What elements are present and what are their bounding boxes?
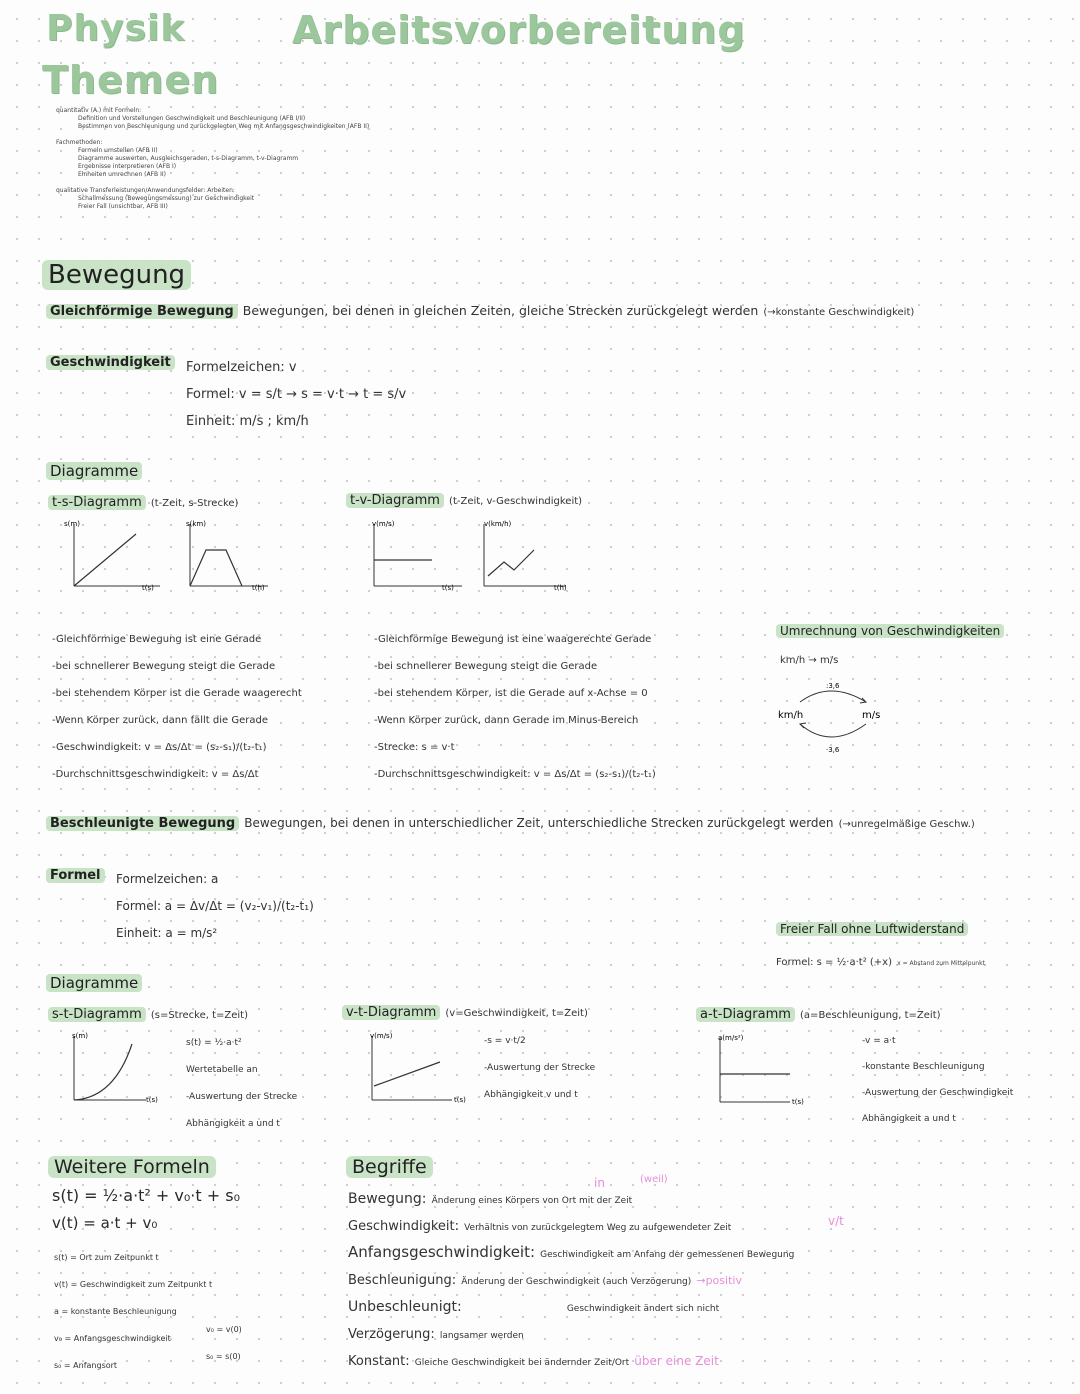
term-label: Geschwindigkeit: [348, 1219, 459, 1234]
conv-right-unit: m/s [862, 710, 881, 721]
heading-weitere-formeln: Weitere Formeln [48, 1156, 216, 1178]
conversion-cycle-diagram [770, 676, 910, 756]
topics-block [56, 107, 436, 211]
tv-diagram-title: t-v-Diagramm [346, 493, 444, 508]
speed-unit: Einheit: m/s ; km/h [186, 414, 309, 429]
vt-note: Abhängigkeit v und t [484, 1090, 578, 1100]
topics-group2-title: Fachmethoden: [56, 139, 103, 146]
vt-diagram-header [342, 1001, 588, 1020]
at-notes [862, 1028, 1013, 1132]
at-graph-ylabel: a(m/s²) [718, 1034, 744, 1042]
topics-group1-title: quantitativ (A.) mit Formeln: [56, 107, 142, 114]
ts-note: -Gleichförmige Bewegung ist eine Gerade [52, 634, 262, 645]
term-label: Anfangsgeschwindigkeit: [348, 1243, 536, 1261]
conv-left-unit: km/h [778, 710, 804, 721]
ts-graph-trapezoid-ylabel: s(km) [186, 520, 206, 528]
term-definition: Gleiche Geschwindigkeit bei ändernder Zeit/Ort [414, 1358, 630, 1368]
ts-note: -bei schnellerer Bewegung steigt die Gerade [52, 661, 276, 672]
accelerated-motion-line [46, 812, 975, 831]
conversion-line: km/h → m/s [780, 655, 839, 666]
tv-diagram-note: (t-Zeit, v-Geschwindigkeit) [449, 496, 583, 507]
speed-formulas [186, 354, 406, 435]
at-note: -v = a·t [862, 1036, 896, 1046]
topics-group3-item: Freier Fall (unsichtbar, AFB III) [78, 203, 168, 210]
term-row [348, 1323, 794, 1350]
heading-diagramme-1: Diagramme [46, 462, 142, 480]
vt-notes [484, 1028, 595, 1109]
ts-diagram-note: (t-Zeit, s-Strecke) [150, 498, 239, 509]
st-graph-parabola [60, 1028, 170, 1112]
conv-top-factor: :3,6 [826, 682, 840, 690]
accelerated-motion-label: Beschleunigte Bewegung [46, 816, 239, 831]
term-definition: Geschwindigkeit ändert sich nicht [566, 1304, 720, 1314]
acceleration-formulas [116, 866, 314, 947]
at-graph-xlabel: t(s) [792, 1098, 804, 1106]
tv-graph-constant-ylabel: v(m/s) [372, 520, 395, 528]
topics-group2-item: Ergebnisse interpretieren (AFB I) [78, 163, 177, 170]
title-arbeitsvorbereitung: Arbeitsvorbereitung [292, 8, 746, 52]
uniform-motion-label: Gleichförmige Bewegung [46, 304, 238, 319]
freefall-title: Freier Fall ohne Luftwiderstand [776, 922, 968, 936]
freefall-note: x = Abstand zum Mittelpunkt [897, 960, 985, 967]
ts-note: -Durchschnittsgeschwindigkeit: v = Δs/Δt [52, 769, 259, 780]
topics-group1-item: Bestimmen von Beschleunigung und zurückgelegten Weg mit Anfangsgeschwindigkeiten (AFB II) [78, 123, 370, 130]
vt-note: -s = v·t/2 [484, 1036, 526, 1046]
term-label: Konstant: [348, 1354, 410, 1369]
term-row [348, 1296, 794, 1323]
formula-label: Formel [46, 868, 105, 883]
pink-note-zeit: über eine Zeit [634, 1354, 719, 1368]
topics-group3-item: Schallmessung (Bewegungsmessung) zur Geschwindigkeit [78, 195, 255, 202]
vt-graph-linear [360, 1028, 470, 1112]
speed-label: Geschwindigkeit [46, 355, 175, 370]
tv-note: -bei schnellerer Bewegung steigt die Gerade [374, 661, 598, 672]
term-definition: Geschwindigkeit am Anfang der gemessenen Bewegung [540, 1250, 795, 1260]
vt-note: -Auswertung der Strecke [484, 1063, 596, 1073]
accelerated-motion-def: Bewegungen, bei denen in unterschiedlicher Zeit, unterschiedliche Strecken zurückgelegt werden [244, 816, 834, 830]
title-physik: Physik [46, 8, 186, 49]
title-themen: Themen [42, 58, 220, 102]
tv-notes [374, 626, 656, 788]
at-diagram-note: (a=Beschleunigung, t=Zeit) [800, 1010, 941, 1021]
vt-diagram-title: v-t-Diagramm [342, 1005, 440, 1020]
vt-graph-xlabel: t(s) [454, 1096, 466, 1104]
at-note: -konstante Beschleunigung [862, 1062, 985, 1072]
tv-graph-constant-xlabel: t(s) [442, 584, 454, 592]
ts-graph-linear-ylabel: s(m) [64, 520, 80, 528]
term-label: Beschleunigung: [348, 1273, 457, 1288]
at-note: Abhängigkeit a und t [862, 1114, 956, 1124]
formula-legend [54, 1244, 212, 1379]
tv-note: -Strecke: s = v·t [374, 742, 455, 753]
st-note: -Auswertung der Strecke [186, 1092, 298, 1102]
vt-graph-ylabel: v(m/s) [370, 1032, 393, 1040]
tv-graph-varying [474, 516, 574, 596]
at-diagram-title: a-t-Diagramm [696, 1007, 795, 1022]
acceleration-formula: Formel: a = Δv/Δt = (v₂-v₁)/(t₂-t₁) [116, 899, 314, 913]
speed-symbol: Formelzeichen: v [186, 360, 297, 375]
heading-bewegung: Bewegung [42, 260, 191, 290]
term-row [348, 1269, 794, 1296]
conv-bottom-factor: ·3,6 [826, 746, 840, 754]
formula-s0-note: s₀ = s(0) [206, 1352, 241, 1361]
acceleration-unit: Einheit: a = m/s² [116, 926, 218, 940]
tv-graph-constant [362, 516, 472, 596]
conversion-title: Umrechnung von Geschwindigkeiten [776, 624, 1004, 638]
speed-formula: Formel: v = s/t → s = v·t → t = s/v [186, 387, 407, 402]
term-definition: Verhältnis von zurückgelegtem Weg zu aufgewendeter Zeit [464, 1223, 732, 1233]
formula-v0-note: v₀ = v(0) [206, 1325, 242, 1334]
terms-list [348, 1188, 794, 1377]
at-diagram-header [696, 1003, 941, 1022]
term-label: Unbeschleunigt: [348, 1299, 462, 1315]
formula-legend-item: s₀ = Anfangsort [54, 1361, 118, 1370]
ts-note: -Wenn Körper zurück, dann fällt die Gerade [52, 715, 269, 726]
ts-graph-trapezoid-xlabel: t(h) [252, 584, 265, 592]
st-diagram-note: (s=Strecke, t=Zeit) [150, 1010, 248, 1021]
pink-note-in: in [594, 1176, 605, 1190]
tv-diagram-header [346, 489, 582, 508]
formula-legend-item: s(t) = Ort zum Zeitpunkt t [54, 1253, 159, 1262]
formula-legend-item: a = konstante Beschleunigung [54, 1307, 177, 1316]
uniform-motion-def: Bewegungen, bei denen in gleichen Zeiten, gleiche Strecken zurückgelegt werden [242, 303, 759, 318]
st-diagram-title: s-t-Diagramm [48, 1007, 146, 1022]
term-label: Bewegung: [348, 1191, 427, 1207]
ts-graph-linear-xlabel: t(s) [142, 584, 154, 592]
formula-legend-item: v(t) = Geschwindigkeit zum Zeitpunkt t [54, 1280, 213, 1289]
ts-note: -bei stehendem Körper ist die Gerade waagerecht [52, 688, 302, 699]
uniform-motion-note: (→konstante Geschwindigkeit) [763, 307, 915, 318]
ts-graph-linear [60, 516, 170, 596]
tv-note: -bei stehendem Körper, ist die Gerade auf x-Achse = 0 [374, 688, 648, 699]
heading-begriffe: Begriffe [346, 1156, 433, 1178]
term-row [348, 1188, 794, 1215]
at-graph-constant [706, 1030, 826, 1114]
freefall-formula: Formel: s = ½·a·t² (+x) [776, 957, 893, 968]
topics-group2-item: Diagramme auswerten, Ausgleichsgeraden, t-s-Diagramm, t-v-Diagramm [78, 155, 299, 162]
ts-note: -Geschwindigkeit: v = Δs/Δt = (s₂-s₁)/(t₂-t₁) [52, 742, 267, 753]
tv-note: -Durchschnittsgeschwindigkeit: v = Δs/Δt = (s₂-s₁)/(t₂-t₁) [374, 769, 656, 780]
topics-group2-item: Formeln umstellen (AFB II) [78, 147, 158, 154]
uniform-motion-line [46, 300, 914, 319]
st-note: s(t) = ½·a·t² [186, 1038, 242, 1048]
formula-velocity: v(t) = a·t + v₀ [52, 1214, 158, 1232]
vt-diagram-note: (v=Geschwindigkeit, t=Zeit) [445, 1008, 588, 1019]
term-label: Verzögerung: [348, 1327, 435, 1342]
term-row [348, 1242, 794, 1269]
at-note: -Auswertung der Geschwindigkeit [862, 1088, 1014, 1098]
topics-group3-title: qualitative Transferleistungen/Anwendungsfelder: Arbeiten: [56, 187, 235, 194]
tv-note: -Wenn Körper zurück, dann Gerade im Minus-Bereich [374, 715, 639, 726]
heading-diagramme-2: Diagramme [46, 974, 142, 992]
term-definition: Änderung der Geschwindigkeit (auch Verzögerung) [461, 1277, 692, 1287]
tv-graph-varying-ylabel: v(km/h) [484, 520, 512, 528]
freefall-line [776, 950, 985, 969]
term-definition: langsamer werden [439, 1331, 524, 1341]
formula-position: s(t) = ½·a·t² + v₀·t + s₀ [52, 1186, 240, 1205]
term-definition: Änderung eines Körpers von Ort mit der Zeit [431, 1196, 633, 1206]
pink-note-weil: (weil) [640, 1174, 668, 1185]
tv-graph-varying-xlabel: t(h) [554, 584, 567, 592]
formula-legend-item: v₀ = Anfangsgeschwindigkeit [54, 1334, 171, 1343]
st-graph-ylabel: s(m) [72, 1032, 88, 1040]
st-note: Abhängigkeit a und t [186, 1119, 280, 1129]
st-notes [186, 1030, 297, 1138]
pink-note-vt: v/t [828, 1214, 844, 1228]
ts-diagram-header [48, 491, 238, 510]
ts-notes [52, 626, 302, 788]
term-row [348, 1215, 794, 1242]
st-note: Wertetabelle an [186, 1065, 258, 1075]
st-diagram-header [48, 1003, 248, 1022]
acceleration-symbol: Formelzeichen: a [116, 872, 219, 886]
accelerated-motion-note: (→unregelmäßige Geschw.) [838, 819, 975, 830]
term-row [348, 1350, 794, 1377]
ts-diagram-title: t-s-Diagramm [48, 495, 146, 510]
st-graph-xlabel: t(s) [146, 1096, 158, 1104]
topics-group1-item: Definition und Vorstellungen Geschwindigkeit und Beschleunigung (AFB I/II) [78, 115, 306, 122]
ts-graph-trapezoid [176, 516, 276, 596]
topics-group2-item: Einheiten umrechnen (AFB II) [78, 171, 166, 178]
pink-note-positiv: →positiv [696, 1274, 742, 1287]
tv-note: -Gleichförmige Bewegung ist eine waagerechte Gerade [374, 634, 652, 645]
